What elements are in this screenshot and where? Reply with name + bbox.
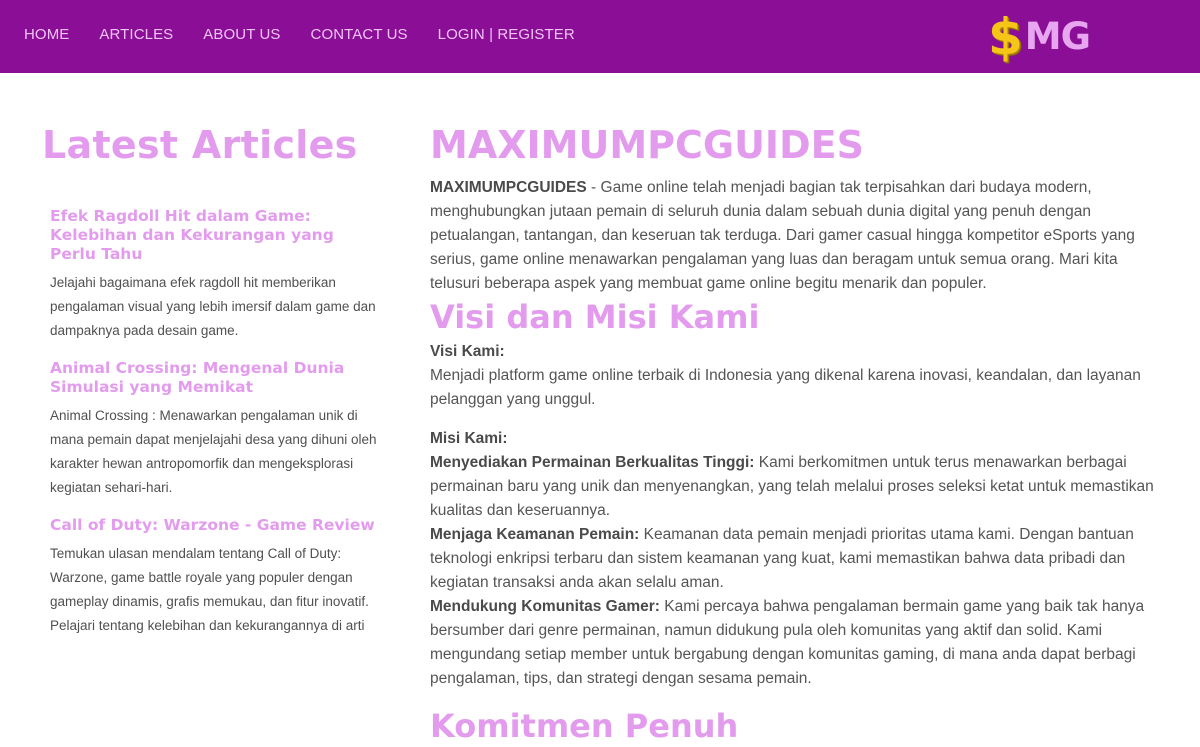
site-logo[interactable]: [988, 8, 1090, 66]
article-title-link[interactable]: Call of Duty: Warzone - Game Review: [50, 516, 375, 534]
mission-text: Keamanan data pemain menjadi prioritas utama kami. Dengan bantuan teknologi enkripsi terbaru dan sistem keamanan yang kuat, kami memastikan bahwa data pribadi dan kegiatan transaksi anda akan selalu aman.: [430, 526, 1134, 591]
intro-text: - Game online telah menjadi bagian tak terpisahkan dari budaya modern, menghubungkan jutaan pemain di seluruh dunia dalam sebuah dunia digital yang penuh dengan petualangan, tantangan, dan keseruan tak terduga. Dari gamer casual hingga kompetitor eSports yang serius, game online menawarkan pengalaman yang luas dan beragam untuk semua orang. Mari kita telusuri beberapa aspek yang membuat game online begitu menarik dan populer.: [430, 179, 1135, 292]
article-excerpt: Animal Crossing : Menawarkan pengalaman unik di mana pemain dapat menjelajahi desa yang dihuni oleh karakter hewan antropomorfik dan mengeksplorasi kegiatan sehari-hari.: [50, 408, 377, 495]
page-title: MAXIMUMPCGUIDES: [430, 123, 864, 167]
mission-lead: Menyediakan Permainan Berkualitas Tinggi:: [430, 454, 755, 471]
commitment-heading: Komitmen Penuh: [430, 707, 739, 745]
mission-lead: Menjaga Keamanan Pemain:: [430, 526, 640, 543]
article-title-link[interactable]: Animal Crossing: Mengenal Dunia Simulasi yang Memikat: [50, 359, 345, 396]
vision-label: Visi Kami:: [430, 343, 505, 360]
article-item: [50, 516, 382, 638]
article-item: [50, 359, 382, 500]
main-content: [430, 120, 1170, 747]
article-excerpt: Jelajahi bagaimana efek ragdoll hit memberikan pengalaman visual yang lebih imersif dalam game dan dampaknya pada desain game.: [50, 275, 376, 338]
vision-text: Menjadi platform game online terbaik di Indonesia yang dikenal karena inovasi, keandalan, dan layanan pelanggan yang unggul.: [430, 367, 1141, 408]
sidebar-title: Latest Articles: [42, 123, 358, 167]
mission-lead: Mendukung Komunitas Gamer:: [430, 598, 660, 615]
vision-paragraph: [430, 340, 1170, 412]
vision-mission-heading: Visi dan Misi Kami: [430, 298, 760, 336]
nav-home-link[interactable]: HOME: [24, 26, 70, 43]
intro-paragraph: [430, 176, 1170, 296]
nav-articles-link[interactable]: ARTICLES: [99, 26, 174, 43]
dollar-icon: $: [988, 8, 1023, 66]
nav-about-link[interactable]: ABOUT US: [203, 26, 281, 43]
logo-text: MG: [1024, 15, 1090, 58]
intro-lead: MAXIMUMPCGUIDES: [430, 179, 587, 196]
nav-contact-link[interactable]: CONTACT US: [310, 26, 408, 43]
nav-login-register-link[interactable]: LOGIN | REGISTER: [437, 26, 575, 43]
article-excerpt: Temukan ulasan mendalam tentang Call of Duty: Warzone, game battle royale yang populer dengan gameplay dinamis, grafis memukau, dan fitur inovatif. Pelajari tentang kelebihan dan kekurangannya di arti: [50, 546, 369, 633]
nav-links: [24, 26, 605, 43]
article-item: [50, 207, 382, 343]
mission-text: Kami berkomitmen untuk terus menawarkan berbagai permainan baru yang unik dan menyenangkan, yang telah melalui proses seleksi ketat untuk memastikan kualitas dan keseruannya.: [430, 454, 1154, 519]
mission-label: Misi Kami:: [430, 430, 508, 447]
latest-articles-sidebar: [42, 120, 382, 638]
mission-paragraph: [430, 427, 1170, 691]
article-title-link[interactable]: Efek Ragdoll Hit dalam Game: Kelebihan dan Kekurangan yang Perlu Tahu: [50, 207, 334, 263]
mission-text: Kami percaya bahwa pengalaman bermain game yang baik tak hanya bersumber dari genre permainan, namun didukung pula oleh komunitas yang aktif dan solid. Kami mengundang setiap member untuk bergabung dengan komunitas gaming, di mana anda dapat berbagi pengalaman, tips, dan strategi dengan sesama pemain.: [430, 598, 1145, 687]
top-navbar: [0, 0, 1200, 73]
